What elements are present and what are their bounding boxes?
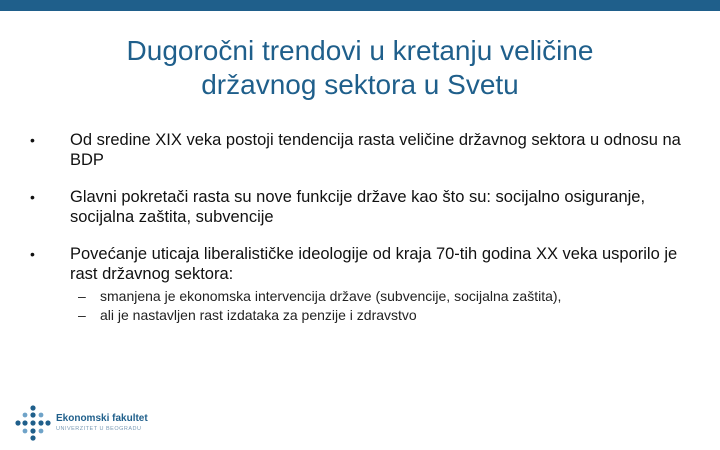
bullet-text: Povećanje uticaja liberalističke ideologije od kraja 70-tih godina XX veka usporilo je rast državnog sektora: [70, 245, 678, 283]
sub-bullet-text: ali je nastavljen rast izdataka za penzije i zdravstvo [100, 307, 417, 323]
bullet-text: Od sredine XIX veka postoji tendencija rasta veličine državnog sektora u odnosu na BDP [70, 131, 681, 169]
bullet-item [30, 130, 700, 170]
sub-bullet-text: smanjena je ekonomska intervencija države (subvencije, socijalna zaštita), [100, 288, 562, 304]
title-line-2: državnog sektora u Svetu [201, 69, 519, 100]
logo-name: Ekonomski fakultet [56, 413, 148, 424]
sub-bullet-marker: – [78, 288, 86, 304]
bullet-marker: • [30, 132, 35, 148]
logo-text [56, 413, 148, 433]
sub-bullet-item [78, 306, 700, 325]
sub-bullet-marker: – [78, 307, 86, 323]
faculty-logo [14, 404, 148, 442]
bullet-item [30, 187, 700, 227]
sub-bullet-item [78, 287, 700, 306]
dotted-cross-logo-icon [14, 404, 52, 442]
top-accent-bar [0, 0, 720, 11]
bullet-marker: • [30, 246, 35, 262]
sub-bullet-list [30, 287, 700, 325]
bullet-item [30, 244, 700, 284]
slide-title [60, 34, 660, 102]
bullet-text: Glavni pokretači rasta su nove funkcije države kao što su: socijalno osiguranje, socijalna zaštita, subvencije [70, 188, 646, 226]
bullet-marker: • [30, 189, 35, 205]
slide-content [30, 130, 700, 325]
title-line-1: Dugoročni trendovi u kretanju veličine [126, 35, 594, 66]
logo-subtitle: UNIVERZITET U BEOGRADU [56, 426, 142, 432]
